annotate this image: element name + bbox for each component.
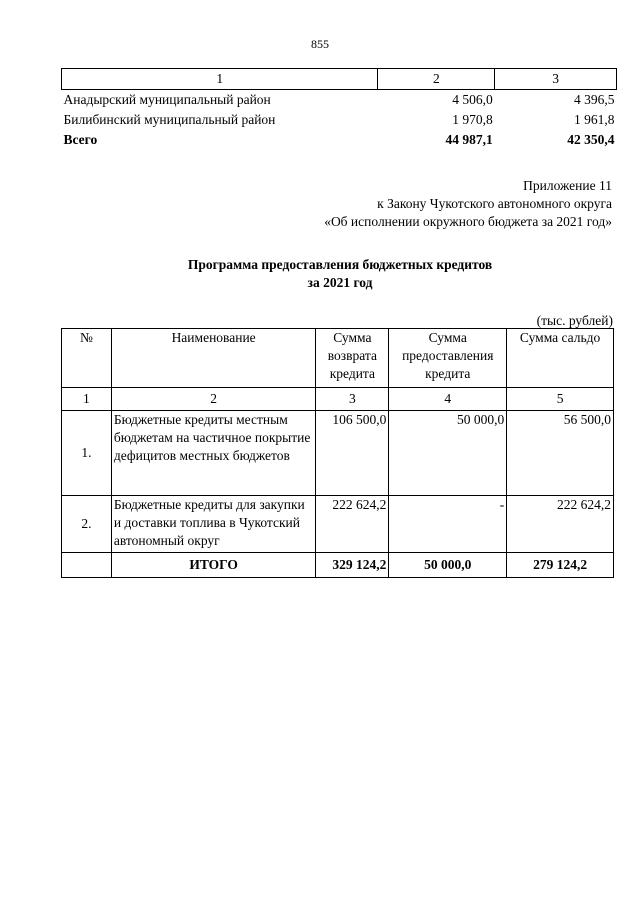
total-value: 44 987,1	[445, 132, 493, 147]
district-name: Билибинский муниципальный район	[63, 112, 276, 127]
column-index: 4	[389, 388, 507, 411]
column-header-provide: Сумма предоставления кредита	[389, 329, 507, 388]
value-cell: 1 961,8	[574, 112, 615, 127]
table-row	[62, 496, 614, 553]
total-provide: 50 000,0	[389, 553, 507, 578]
balance-amount: 56 500,0	[507, 411, 614, 496]
table-header-row	[62, 69, 617, 90]
column-index: 3	[316, 388, 389, 411]
return-amount: 106 500,0	[316, 411, 389, 496]
total-label: Всего	[63, 132, 98, 147]
district-name: Анадырский муниципальный район	[63, 92, 271, 107]
row-name: Бюджетные кредиты для закупки и доставки топлива в Чукотский автономный округ	[111, 496, 316, 553]
column-index-row	[62, 388, 614, 411]
column-header-name: Наименование	[111, 329, 316, 388]
column-index: 2	[111, 388, 316, 411]
document-title	[0, 256, 640, 292]
row-number: 1.	[62, 411, 112, 496]
total-label: ИТОГО	[111, 553, 316, 578]
appendix-law: к Закону Чукотского автономного округа	[377, 196, 612, 211]
column-index: 1	[62, 388, 112, 411]
table-header-row	[62, 329, 614, 388]
table-row	[62, 110, 617, 130]
table-row	[62, 90, 617, 111]
total-row	[62, 553, 614, 578]
column-header-return: Сумма возврата кредита	[316, 329, 389, 388]
appendix-number: Приложение 11	[523, 178, 612, 193]
total-empty-cell	[62, 553, 112, 578]
total-value: 42 350,4	[567, 132, 615, 147]
page-number: 855	[311, 37, 329, 51]
table-row	[62, 411, 614, 496]
title-line: Программа предоставления бюджетных кредитов	[187, 257, 493, 272]
row-number: 2.	[62, 496, 112, 553]
provide-amount: 50 000,0	[389, 411, 507, 496]
value-cell: 4 396,5	[574, 92, 615, 107]
column-header: 2	[378, 69, 495, 90]
total-return: 329 124,2	[316, 553, 389, 578]
row-name: Бюджетные кредиты местным бюджетам на частичное покрытие дефицитов местных бюджетов	[111, 411, 316, 496]
column-header-number: №	[62, 329, 112, 388]
appendix-law-title: «Об исполнении окружного бюджета за 2021 год»	[324, 214, 612, 229]
units-label: (тыс. рублей)	[536, 313, 613, 328]
total-balance: 279 124,2	[507, 553, 614, 578]
credit-program-table	[61, 328, 614, 578]
value-cell: 1 970,8	[452, 112, 493, 127]
return-amount: 222 624,2	[316, 496, 389, 553]
column-index: 5	[507, 388, 614, 411]
balance-amount: 222 624,2	[507, 496, 614, 553]
continuation-table	[61, 68, 617, 150]
column-header-balance: Сумма сальдо	[507, 329, 614, 388]
provide-amount: -	[389, 496, 507, 553]
title-line: за 2021 год	[307, 275, 373, 290]
column-header: 1	[62, 69, 378, 90]
value-cell: 4 506,0	[452, 92, 493, 107]
column-header: 3	[495, 69, 617, 90]
total-row	[62, 130, 617, 150]
appendix-header	[324, 177, 612, 231]
